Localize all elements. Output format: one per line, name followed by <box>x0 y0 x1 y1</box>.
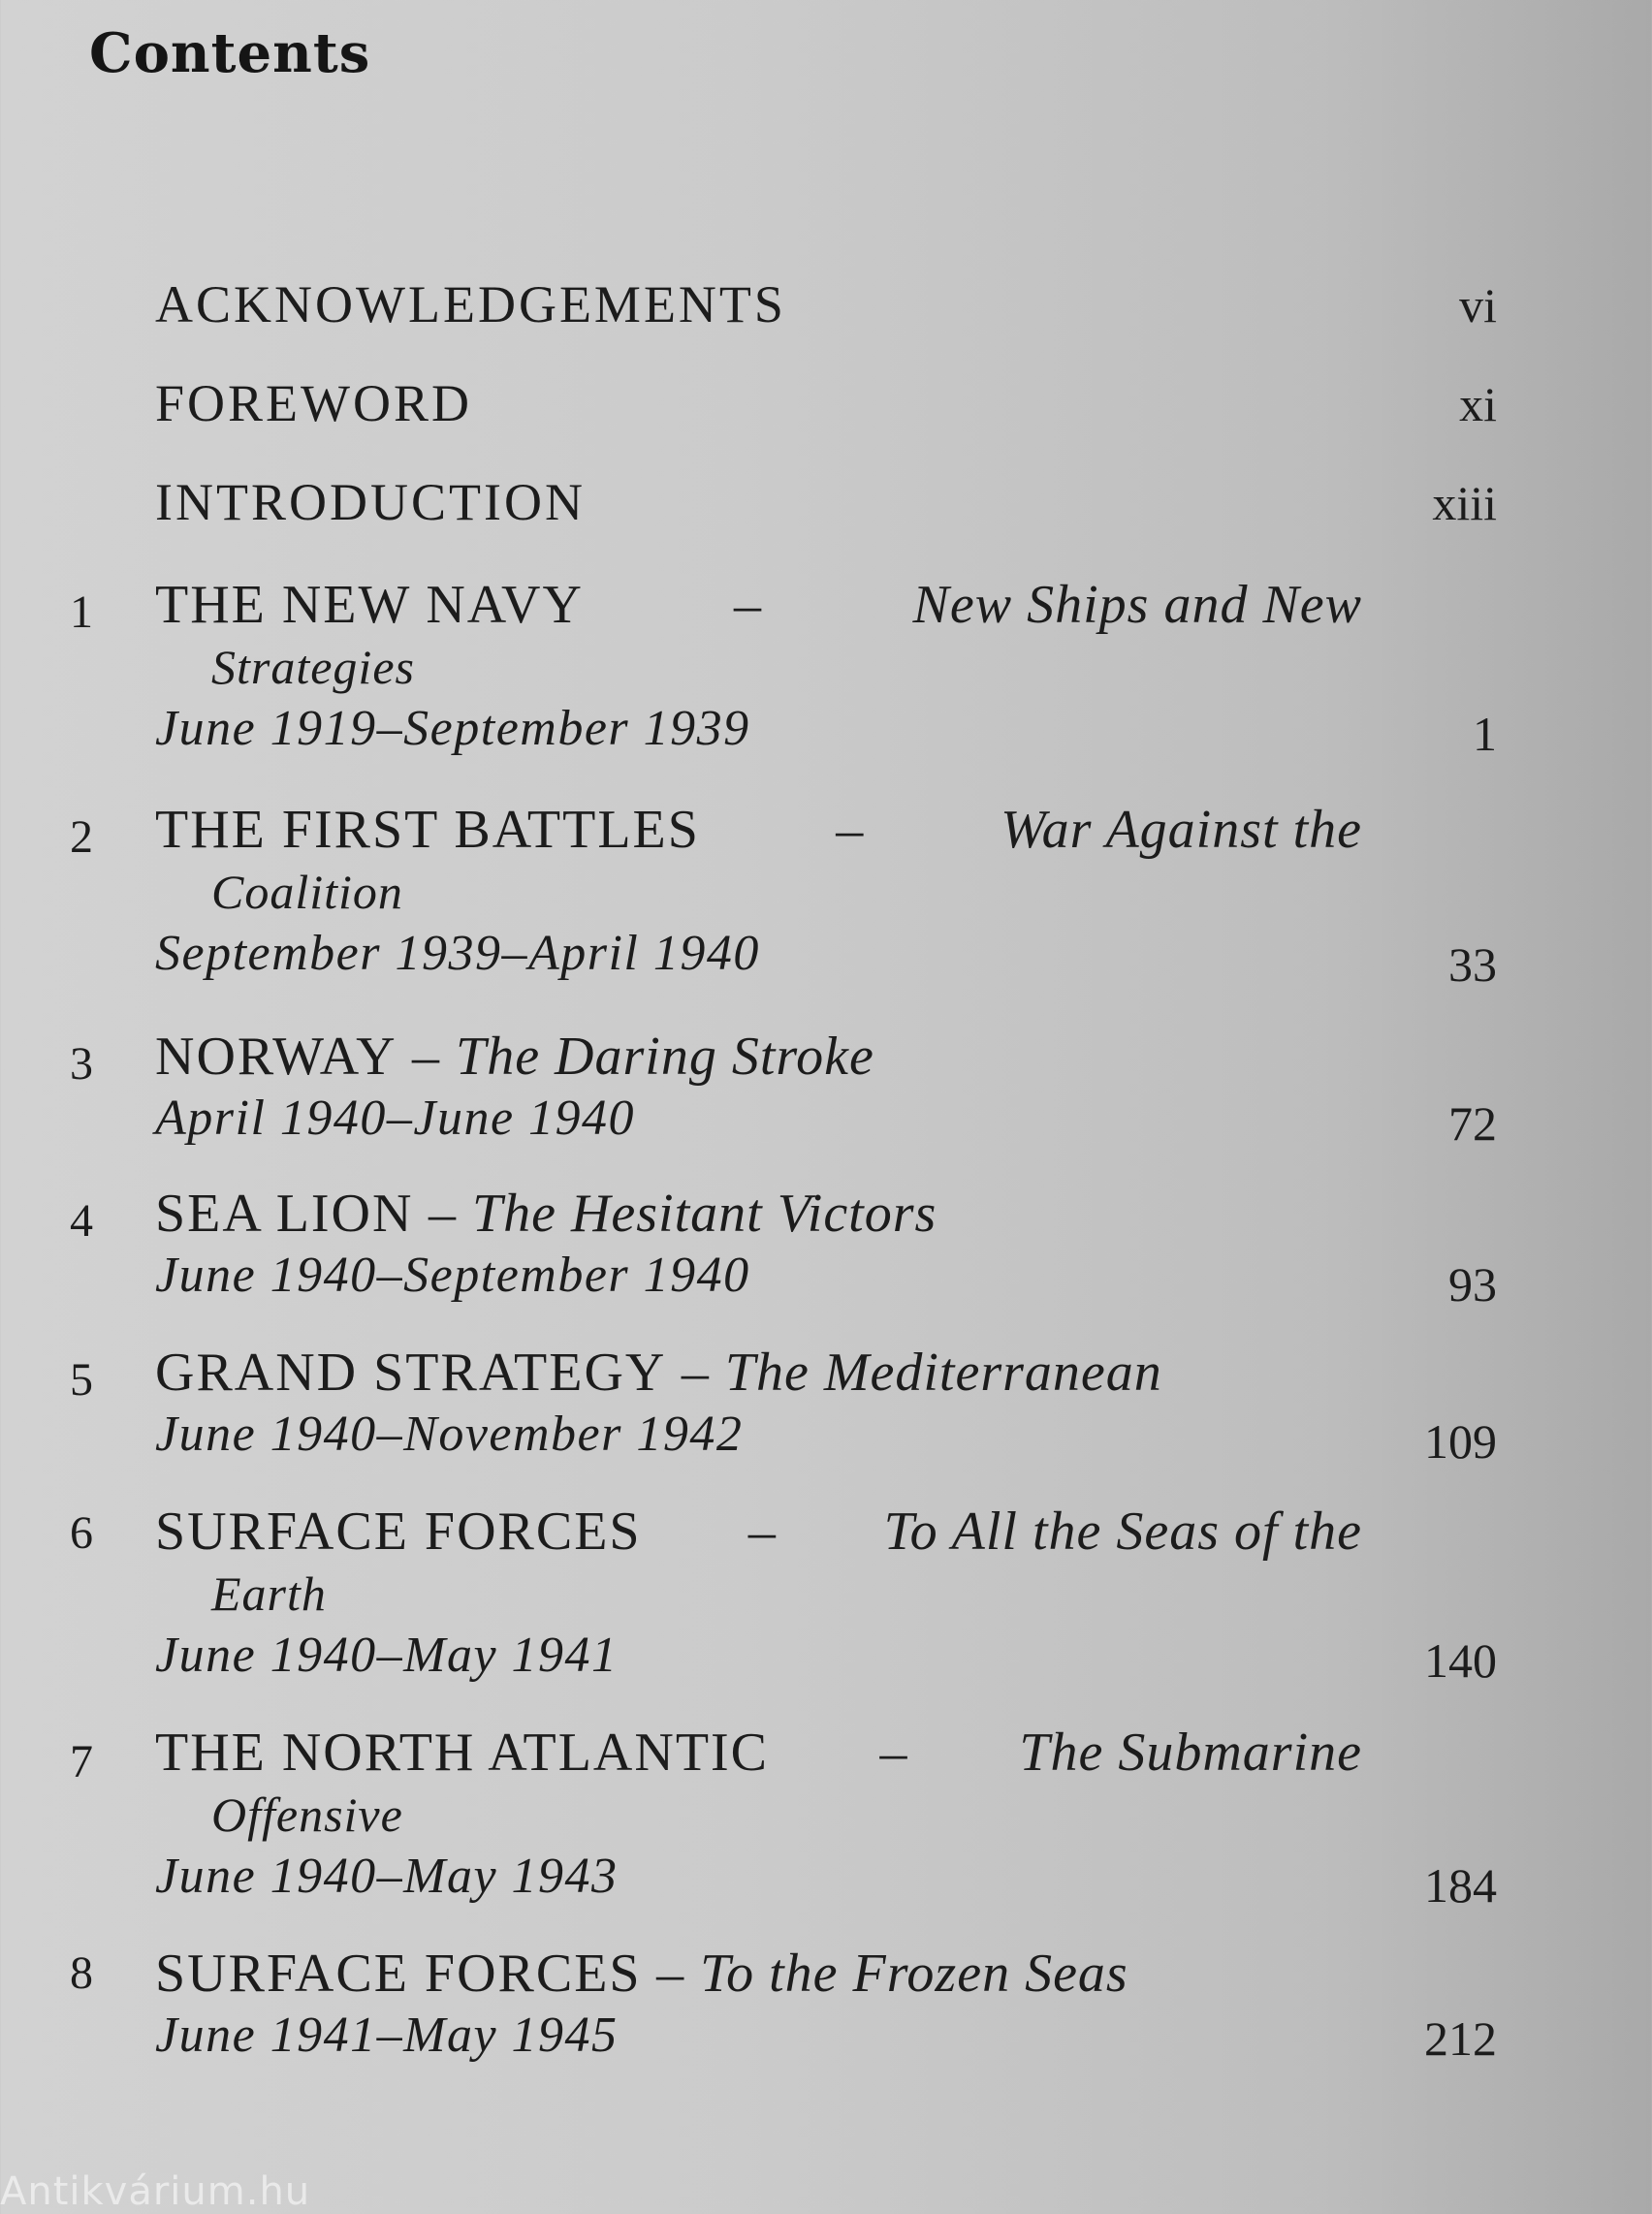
chapter-dates: June 1940–November 1942 <box>155 1407 744 1462</box>
entry-label: INTRODUCTION <box>155 473 586 531</box>
chapter-subtitle-continued: Offensive <box>211 1787 403 1842</box>
page-number: 212 <box>1424 2011 1497 2066</box>
chapter-number: 5 <box>70 1354 93 1406</box>
chapter-dates: June 1940–September 1940 <box>155 1248 750 1303</box>
page-title: Contents <box>89 21 371 85</box>
dash: – <box>428 1184 458 1244</box>
page-number: 1 <box>1473 707 1497 761</box>
chapter-number: 6 <box>70 1507 93 1559</box>
watermark: Antikvárium.hu <box>0 2169 311 2214</box>
chapter-dates: June 1919–September 1939 <box>155 701 750 756</box>
chapter-dates: April 1940–June 1940 <box>155 1091 636 1146</box>
chapter-number: 7 <box>70 1736 93 1787</box>
chapter-heading: SURFACE FORCES <box>155 1944 642 2004</box>
page-number: xiii <box>1432 476 1497 530</box>
dash: – <box>747 1502 778 1562</box>
entry-label: FOREWORD <box>155 374 473 432</box>
dash: – <box>656 1944 685 2004</box>
chapter-subtitle: The Mediterranean <box>724 1343 1162 1403</box>
page-number: xi <box>1459 377 1497 431</box>
chapter-dates: September 1939–April 1940 <box>155 926 760 981</box>
dash: – <box>412 1027 441 1087</box>
dash: – <box>836 800 865 860</box>
page-number: 184 <box>1424 1858 1497 1913</box>
page-number: 72 <box>1448 1096 1497 1151</box>
chapter-number: 1 <box>70 586 93 638</box>
page-number: 33 <box>1448 937 1497 992</box>
chapter-subtitle: To the Frozen Seas <box>700 1944 1128 2004</box>
chapter-heading: SURFACE FORCES <box>155 1502 642 1562</box>
chapter-heading: THE NORTH ATLANTIC <box>155 1723 770 1783</box>
chapter-subtitle: The Daring Stroke <box>456 1027 874 1087</box>
entry-label: ACKNOWLEDGEMENTS <box>155 275 786 333</box>
chapter-subtitle: War Against the <box>1001 800 1362 860</box>
page-number: 140 <box>1424 1633 1497 1688</box>
chapter-subtitle: New Ships and New <box>912 575 1362 635</box>
chapter-heading: NORWAY <box>155 1027 397 1087</box>
chapter-subtitle: The Submarine <box>1019 1723 1362 1783</box>
chapter-dates: June 1941–May 1945 <box>155 2008 619 2063</box>
chapter-heading: THE NEW NAVY <box>155 575 584 635</box>
chapter-number: 2 <box>70 811 93 863</box>
chapter-number: 4 <box>70 1195 93 1247</box>
chapter-heading: THE FIRST BATTLES <box>155 800 700 860</box>
chapter-number: 8 <box>70 1947 93 1999</box>
chapter-subtitle-continued: Coalition <box>211 865 403 919</box>
dash: – <box>733 575 763 635</box>
page-number: vi <box>1459 278 1497 332</box>
page-number: 93 <box>1448 1257 1497 1312</box>
chapter-subtitle-continued: Earth <box>211 1566 327 1621</box>
chapter-subtitle: The Hesitant Victors <box>471 1184 937 1244</box>
chapter-heading: SEA LION <box>155 1184 414 1244</box>
dash: – <box>879 1723 908 1783</box>
chapter-dates: June 1940–May 1941 <box>155 1628 619 1683</box>
chapter-number: 3 <box>70 1038 93 1090</box>
page-number: 109 <box>1424 1414 1497 1469</box>
chapter-subtitle: To All the Seas of the <box>883 1502 1362 1562</box>
chapter-subtitle-continued: Strategies <box>211 640 415 694</box>
chapter-dates: June 1940–May 1943 <box>155 1849 619 1904</box>
chapter-heading: GRAND STRATEGY <box>155 1343 667 1403</box>
dash: – <box>681 1343 711 1403</box>
